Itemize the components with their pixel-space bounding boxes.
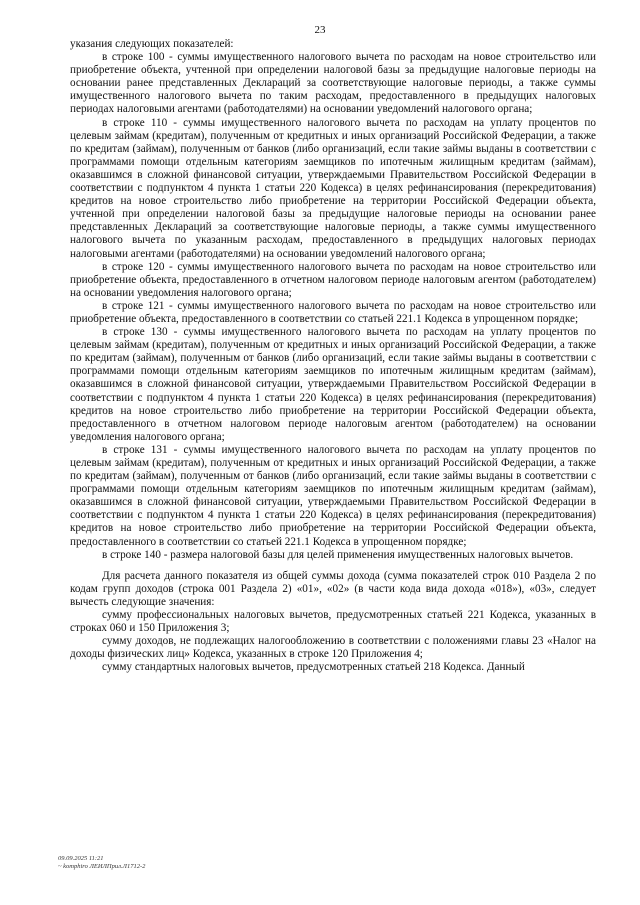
body-text (70, 38, 596, 675)
paragraph-professional-deductions: сумму профессиональных налоговых вычетов, предусмотренных статьей 221 Кодекса, указанных в строках 060 и 150 Приложения 3; (70, 609, 596, 635)
paragraph-line-120: в строке 120 - суммы имущественного налогового вычета по расходам на новое строительство или приобретение объекта, предоставленного в отчетном налоговом периоде налоговым агентом (работодателем) на основании уведомления налогового органа; (70, 260, 596, 299)
paragraph-line-131: в строке 131 - суммы имущественного налогового вычета по расходам на уплату процентов по целевым займам (кредитам), полученным от кредитных и иных организаций Российской Федерации, а также по кредитам (займам), полученным от банков (либо организаций, если такие займы выданы в соответствии с программами помощи отдельным категориям заемщиков по ипотечным жилищным кредитам (займам), оказавшимся в сложной финансовой ситуации, утверждаемыми Правительством Российской Федерации в соответствии с подпунктом 4 пункта 1 статьи 220 Кодекса) в целях рефинансирования (перекредитования) кредитов на новое строительство либо приобретение на территории Российской Федерации объекта, предоставленного в соответствии со статьей 221.1 Кодекса в упрощенном порядке; (70, 443, 596, 548)
paragraph-calculation: Для расчета данного показателя из общей суммы дохода (сумма показателей строк 010 Раздела 2 по кодам групп доходов (строка 001 Раздела 2) «01», «02» (в части кода вида дохода «018»), «03», следует вычесть следующие значения: (70, 569, 596, 608)
page-number: 23 (314, 24, 326, 36)
paragraph-standard-deductions: сумму стандартных налоговых вычетов, предусмотренных статьей 218 Кодекса. Данный (102, 661, 525, 674)
print-footer (58, 855, 145, 871)
paragraph-intro: указания следующих показателей: (70, 38, 234, 50)
paragraph-line-130: в строке 130 - суммы имущественного налогового вычета по расходам на уплату процентов по целевым займам (кредитам), полученным от кредитных и иных организаций Российской Федерации, а также по кредитам (займам), полученным от банков (либо организаций, если такие займы выданы в соответствии с программами помощи отдельным категориям заемщиков по ипотечным жилищным кредитам (займам), оказавшимся в сложной финансовой ситуации, утверждаемыми Правительством Российской Федерации в соответствии с подпунктом 4 пункта 1 статьи 220 Кодекса) в целях рефинансирования (перекредитования) кредитов на новое строительство либо приобретение на территории Российской Федерации объекта, предоставленного в отчетном налоговом периоде налоговым агентом (работодателем) на основании уведомления налогового органа; (70, 326, 596, 443)
paragraph-line-100: в строке 100 - суммы имущественного налогового вычета по расходам на новое строительство или приобретение объекта, учтенной при определении налоговой базы за предыдущие налоговые периоды на основании ранее представленных Деклараций за соответствующие налоговые периоды, а также суммы имущественного налогового вычета по таким расходам, предоставленного в предыдущих налоговых периодах налоговыми агентами (работодателями) на основании уведомлений налогового органа; (70, 51, 596, 116)
print-timestamp: 09.09.2025 11:21 (58, 855, 104, 862)
paragraph-non-taxable-income: сумму доходов, не подлежащих налогообложению в соответствии с положениями главы 23 «Налог на доходы физических лиц» Кодекса, указанных в строке 120 Приложения 4; (70, 635, 596, 661)
paragraph-line-121: в строке 121 - суммы имущественного налогового вычета по расходам на новое строительство или приобретение объекта, предоставленного в соответствии со статьей 221.1 Кодекса в упрощенном порядке; (70, 299, 596, 325)
paragraph-line-140: в строке 140 - размера налоговой базы для целей применения имущественных налоговых вычетов. (102, 548, 574, 561)
paragraph-line-110: в строке 110 - суммы имущественного налогового вычета по расходам на уплату процентов по целевым займам (кредитам), полученным от кредитных и иных организаций Российской Федерации, а также по кредитам (займам), полученным от банков (либо организаций, если такие займы выданы в соответствии с программами помощи отдельным категориям заемщиков по ипотечным жилищным кредитам (займам), оказавшимся в сложной финансовой ситуации, утверждаемыми Правительством Российской Федерации в соответствии с подпунктом 4 пункта 1 статьи 220 Кодекса) в целях рефинансирования (перекредитования) кредитов на новое строительство либо приобретение на территории Российской Федерации объекта, учтенной при определении налоговой базы за предыдущие налоговые периоды на основании ранее представленных Деклараций за соответствующие налоговые периоды, а также суммы имущественного налогового вычета по указанным расходам, предоставленного в предыдущих налоговых периодах налоговыми агентами (работодателями) на основании уведомлений налогового органа; (70, 116, 596, 260)
document-code: ~ komphiro ЛЕИЛПрил.Л1712-2 (58, 863, 146, 870)
